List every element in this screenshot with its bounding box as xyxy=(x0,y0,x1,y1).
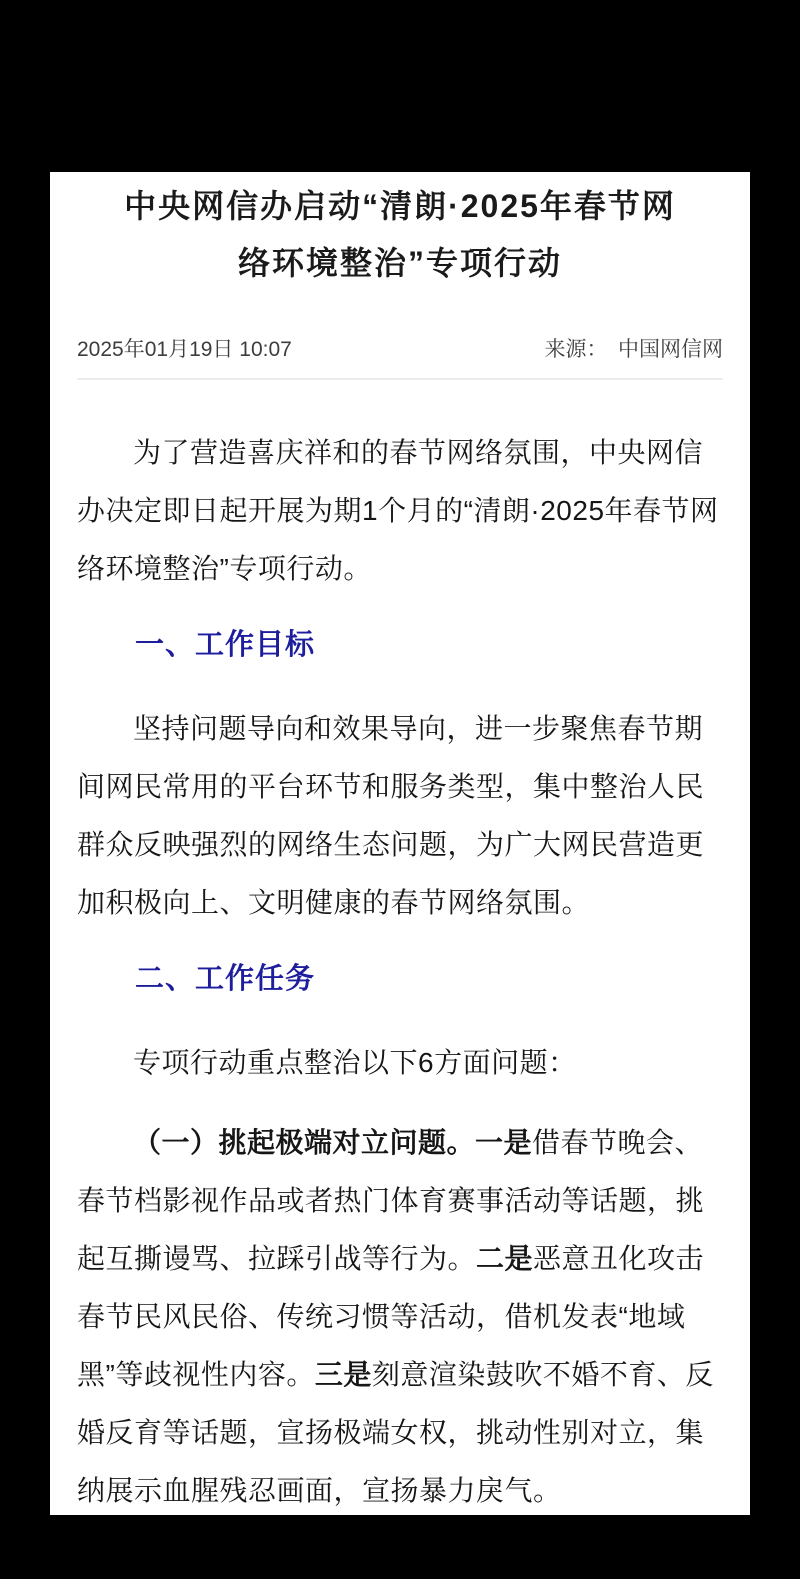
article-meta-row xyxy=(77,335,723,365)
article-body xyxy=(77,380,723,1520)
article-source: 来源： 中国网信网 xyxy=(544,338,723,361)
paragraph-run: 专项行动重点整治以下6方面问题： xyxy=(133,1047,577,1078)
section-heading: 二、工作任务 xyxy=(135,963,316,995)
publish-datetime: 2025年01月19日 10:07 xyxy=(77,338,292,361)
paragraph-run-bold: 三是 xyxy=(314,1359,372,1390)
article-paragraph xyxy=(77,700,723,932)
paragraph-run-bold: 一是 xyxy=(475,1127,533,1158)
paragraph-run: 坚持问题导向和效果导向，进一步聚焦春节期间网民常用的平台环节和服务类型，集中整治人民群众反映强烈的网络生态问题，为广大网民营造更加积极向上、文明健康的春节网络氛围。 xyxy=(77,713,705,918)
article-title-line-2: 络环境整治”专项行动 xyxy=(237,245,562,281)
paragraph-run: 借春节晚会、春节档影视作品或者热门体育赛事活动等话题，挑起互撕谩骂、拉踩引战等行为。 xyxy=(77,1127,705,1274)
paragraph-run-bold: 二是 xyxy=(476,1243,534,1274)
paragraph-run: 为了营造喜庆祥和的春节网络氛围，中央网信办决定即日起开展为期1个月的“清朗·2025年春节网络环境整治”专项行动。 xyxy=(77,437,719,584)
article-title xyxy=(77,178,723,292)
paragraph-run-bold: （一）挑起极端对立问题。 xyxy=(133,1127,476,1158)
article-panel xyxy=(50,172,750,1515)
section-heading: 一、工作目标 xyxy=(135,629,316,661)
article-paragraph xyxy=(77,1114,723,1520)
article-title-line-1: 中央网信办启动“清朗·2025年春节网 xyxy=(124,188,676,224)
paragraph-run: 刻意渲染鼓吹不婚不育、反婚反育等话题，宣扬极端女权，挑动性别对立，集纳展示血腥残忍画面，宣扬暴力戾气。 xyxy=(77,1359,714,1506)
article-paragraph xyxy=(77,1034,723,1092)
paragraph-run: 恶意丑化攻击春节民风民俗、传统习惯等活动，借机发表“地域黑”等歧视性内容。 xyxy=(77,1243,705,1390)
article-paragraph xyxy=(77,424,723,598)
